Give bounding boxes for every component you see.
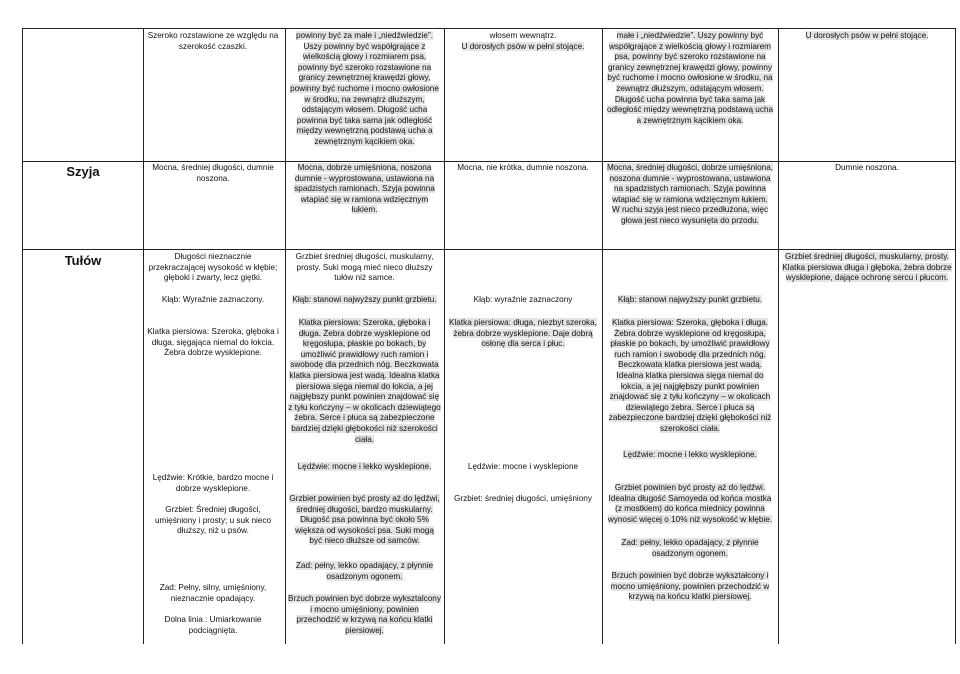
table-cell-r2-c4-belly	[605, 571, 775, 603]
table-cell-r2-c5	[781, 252, 953, 284]
table-cell-r2-c4-loins	[605, 450, 775, 461]
cell-paragraph: U dorosłych psów w pełni stojące.	[461, 41, 585, 51]
table-border-top	[22, 28, 956, 29]
cell-paragraph: Klatka piersiowa: Szeroka, głęboka i długa, sięgająca niemal do łokcia. Żebra dobrze wysklepione.	[147, 327, 279, 358]
table-cell-r2-c4-chest	[605, 318, 775, 435]
table-cell-r2-c1-croup	[145, 583, 281, 604]
cell-paragraph: Mocna, średniej długości, dumnie noszona.	[152, 163, 274, 183]
table-border-col3	[444, 28, 445, 644]
table-cell-r2-c3-back	[447, 494, 599, 505]
table-cell-r2-c2-chest	[288, 318, 441, 445]
table-cell-r2-c1-withers	[145, 295, 281, 306]
cell-paragraph: Klatka piersiowa: długa, niezbyt szeroka, żebra dobrze wysklepione. Daje dobrą osłonę dla serca i płuc.	[449, 318, 597, 349]
table-cell-r2-c2-belly	[288, 594, 441, 636]
table-cell-r2-c1-chest	[145, 327, 281, 359]
cell-paragraph: Zad: pełny, lekko opadający, z płynnie osadzonym ogonem.	[295, 561, 434, 581]
cell-paragraph: Zad: pełny, lekko opadający, z płynnie osadzonym ogonem.	[621, 538, 759, 558]
table-border-right	[955, 28, 956, 644]
table-cell-r1-c1	[145, 163, 281, 184]
table-cell-r2-c3-chest	[447, 318, 599, 350]
table-cell-r2-c2-withers	[288, 295, 441, 306]
cell-paragraph: Mocna, nie krótka, dumnie noszona.	[457, 163, 589, 172]
cell-paragraph: włosem wewnątrz.	[489, 31, 557, 40]
cell-paragraph: Długości nieznacznie przekraczającej wysokość w kłębie; głęboki i zwarty, lecz giętki.	[148, 252, 278, 283]
table-cell-r1-c2	[288, 163, 441, 216]
cell-paragraph: Kłąb: stanowi najwyższy punkt grzbietu.	[292, 295, 437, 304]
cell-paragraph: Lędźwie: mocne i wysklepione	[467, 462, 579, 471]
table-cell-r2-c4-back	[605, 483, 775, 525]
cell-paragraph: Lędźwie: mocne i lekko wysklepione.	[623, 450, 757, 459]
cell-paragraph: W ruchu szyja jest nieco przedłużona, więc głowa jest nieco wysunięta do przodu.	[611, 205, 769, 225]
cell-paragraph: Mocna, średniej długości, dobrze umięśniona, noszona dumnie - wyprostowana, ustawiona na spadzistych ramionach. Szyja powinna wtapiać się w ramiona wdzięcznym łukiem.	[606, 163, 774, 204]
cell-paragraph: Brzuch powinien być dobrze wyksztalcony i mocno umięśniony, powinien przechodzić w krzywą na końcu klatki piersiowej.	[288, 594, 441, 635]
table-cell-r1-c4	[605, 163, 775, 227]
table-border-col4	[602, 28, 603, 644]
table-cell-r2-c4-withers	[605, 295, 775, 306]
table-cell-r2-c2-back	[288, 494, 441, 547]
cell-paragraph: Zad: Pełny, silny, umięśniony, nieznacznie opadający.	[159, 583, 267, 603]
table-cell-r2-c2-croup	[288, 561, 441, 582]
table-cell-r2-c3-loins	[447, 462, 599, 473]
cell-paragraph: Klatka piersiowa: Szeroka, głęboka i długa. Żebra dobrze wysklepione od kręgosłupa, płaskie po bokach, by umożliwić prawidłowy ruch ramion i swobodę dla przednich nóg. Beczkowata klatka piersiowa jest wadą. Idealna klatka piersiowa sięga niemal do łokcia, a jej najgłębszy punkt powinien znajdować się z tyłu kończyny – w okolicach dziewiątego żebra. Serce i płuca są zabezpieczone bardziej dzięki głębokości niż szerokości ciała.	[288, 318, 441, 444]
table-border-col5	[778, 28, 779, 644]
table-cell-r2-c1-underline	[145, 615, 281, 636]
cell-paragraph: Grzbiet: średniej długości, umięśniony	[454, 494, 592, 503]
table-cell-r0-c3	[447, 31, 599, 52]
table-cell-r1-c5	[781, 163, 953, 174]
cell-paragraph: Kłąb: stanowi najwyższy punkt grzbietu.	[617, 295, 763, 304]
table-cell-r0-c1	[145, 31, 281, 52]
cell-paragraph: Grzbiet średniej długości, muskularny, prosty. Klatka piersiowa długa i głęboka, żebra dobrze wysklepione, dające ochronę sercu i płucom.	[782, 252, 952, 283]
cell-paragraph: małe i „niedźwiedzie”. Uszy powinny być współgrające z wielkością głowy i rozmiarem psa, powinny być szeroko rozstawione na granicy zewnętrznej krawędzi głowy, powinny być ruchome i mocno owłosione w środku, na zewnątrz dłuższym, odstającym włosem.	[607, 31, 773, 93]
cell-paragraph: Mocna, dobrze umięśniona, noszona dumnie - wyprostowana, ustawiona na spadzistych ramionach. Szyja powinna wtapiać się w ramiona wdzięcznym łukiem.	[294, 163, 435, 215]
table-border-row2	[22, 249, 956, 250]
table-border-left	[22, 28, 23, 644]
table-border-col2	[285, 28, 286, 644]
cell-paragraph: Grzbiet powinien być prosty aż do lędźwi. Idealna długość Samoyeda od końca mostka (z mostkiem) do końca miednicy powinna wynosić więcej o 10% niż wysokość w kłębie.	[607, 483, 773, 524]
cell-paragraph: U dorosłych psów w pełni stojące.	[805, 31, 929, 40]
cell-paragraph: Grzbiet średniej długości, muskularny, prosty. Suki mogą mieć nieco dłuższy tułów niż samce.	[295, 252, 434, 283]
cell-paragraph: Dolna linia : Umiarkowanie podciągnięta.	[164, 615, 262, 635]
table-cell-r0-c4	[605, 31, 775, 126]
cell-paragraph: Kłąb: wyraźnie zaznaczony	[473, 295, 573, 304]
table-cell-r1-c3	[447, 163, 599, 174]
table-cell-r0-c2	[288, 31, 441, 148]
table-cell-r2-c3-withers	[447, 295, 599, 306]
row-label-szyja: Szyja	[66, 164, 100, 179]
table-cell-r2-c1-intro	[145, 252, 281, 284]
table-border-col1	[143, 28, 144, 644]
table-cell-r2-c2-loins	[288, 462, 441, 473]
cell-paragraph: Kłąb: Wyraźnie zaznaczony.	[161, 295, 265, 304]
table-cell-r2-c2-intro	[288, 252, 441, 284]
row-label-tulow: Tułów	[64, 253, 102, 268]
table-cell-r0-c5	[781, 31, 953, 42]
cell-paragraph: Lędźwie: mocne i lekko wysklepione.	[297, 462, 432, 471]
cell-paragraph: Lędźwie: Krótkie, bardzo mocne i dobrze wysklepione.	[152, 473, 274, 493]
cell-paragraph: Dumnie noszona.	[835, 163, 899, 172]
cell-paragraph: Szeroko rozstawione ze względu na szerokość czaszki.	[147, 31, 279, 51]
table-cell-r2-c1-back	[145, 505, 281, 537]
cell-paragraph: Grzbiet powinien być prosty aż do lędźwi, średniej długości, bardzo muskularny. Długość psa powinna być około 5% większa od wysokości psa. Suki mogą być nieco dłuższe od samców.	[289, 494, 440, 546]
cell-paragraph: Grzbiet: Średniej długości, umięśniony i prosty; u suk nieco dłuższy, niż u psów.	[154, 505, 272, 536]
cell-paragraph: Klatka piersiowa: Szeroka, głęboka i długa. Żebra dobrze wysklepione od kręgosłupa, płaskie po bokach, by umożliwić prawidłowy ruch ramion i swobodę dla przednich nóg. Beczkowata klatka piersiowa jest wadą. Idealna klatka piersiowa sięga niemal do łokcia, a jej najgłębszy punkt powinien znajdować się z tyłu kończyny – w okolicach dziewiątego żebra. Serce i płuca są zabezpieczone bardziej dzięki głębokości niż szerokości ciała.	[608, 318, 772, 433]
table-cell-r2-c4-croup	[605, 538, 775, 559]
cell-paragraph: powinny być za małe i „niedźwiedzie”. Uszy powinny być współgrające z wielkością głowy i rozmiarem psa, powinny być szeroko rozstawione na granicy zewnętrznej krawędzi głowy, powinny być ruchome i mocno owłosione w środku, na zewnątrz dłuższym, odstającym włosem. Długość ucha powinna być taka sama jak odległość między wewnętrzną podstawą ucha a zewnętrznym kącikiem oka.	[290, 31, 439, 146]
table-border-row1	[22, 161, 956, 162]
cell-paragraph: Długość ucha powinna być taka sama jak odległość między wewnętrzną podstawą ucha a zewnętrznym kącikiem oka.	[606, 94, 774, 125]
table-cell-r2-c1-loins	[145, 473, 281, 494]
cell-paragraph: Brzuch powinien być dobrze wykształcony i mocno umięśniony, powinien przechodzić w krzywą na końcu klatki piersiowej.	[610, 571, 770, 602]
